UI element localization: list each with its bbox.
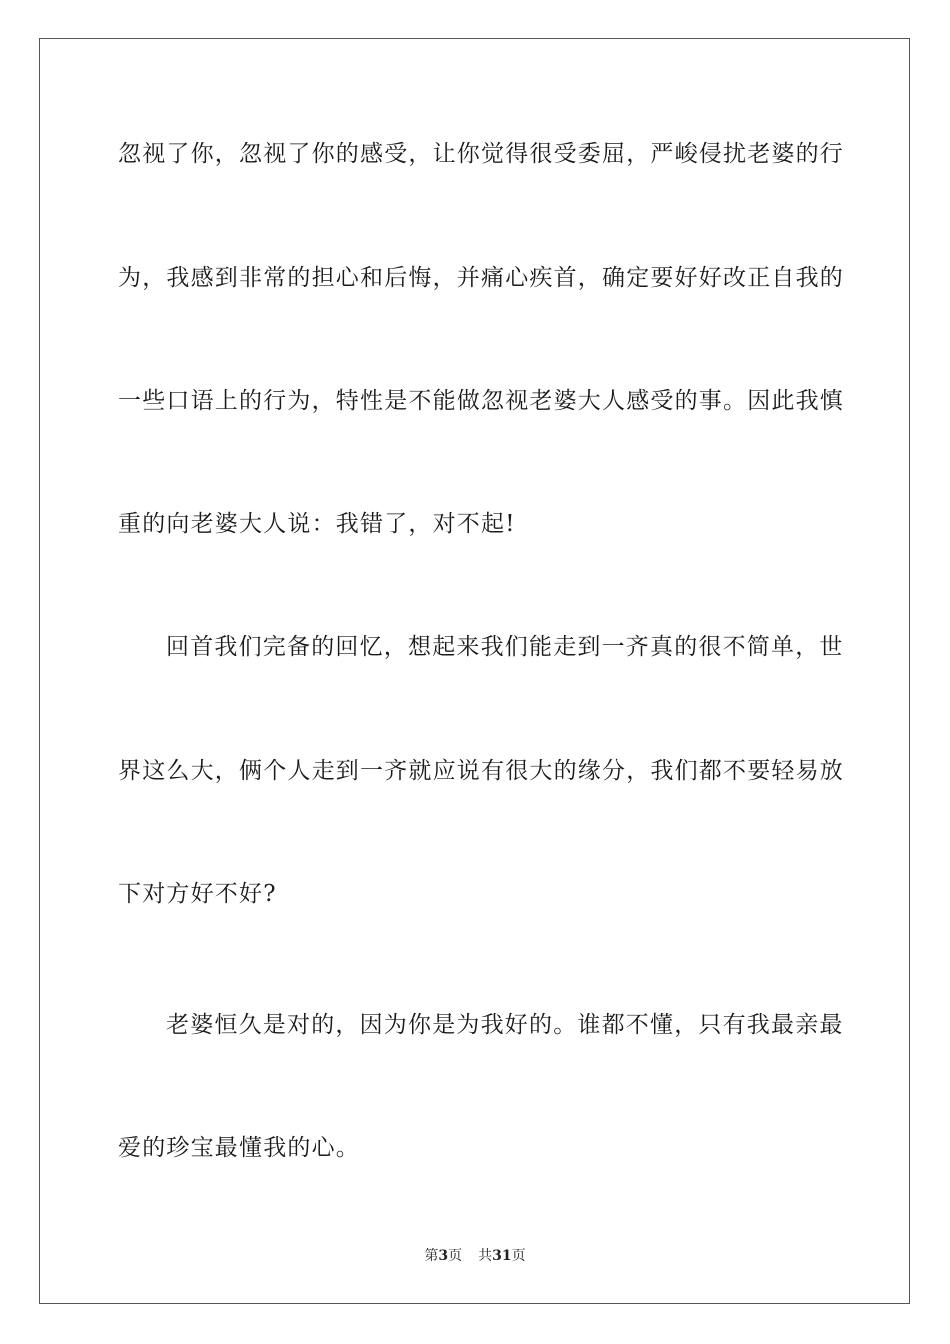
paragraph-line: 回首我们完备的回忆，想起来我们能走到一齐真的很不简单，世 [166,634,844,660]
paragraph-line: 忽视了你，忽视了你的感受，让你觉得很受委屈，严峻侵扰老婆的行 [118,141,844,167]
paragraph-line: 下对方好不好? [118,881,277,907]
total-pages: 31 [492,1248,512,1264]
paragraph-line: 一些口语上的行为，特性是不能做忽视老婆大人感受的事。因此我慎 [118,388,844,414]
paragraph-line: 界这么大，俩个人走到一齐就应说有很大的缘分，我们都不要轻易放 [118,758,844,784]
page-footer [0,1247,950,1265]
paragraph-line: 老婆恒久是对的，因为你是为我好的。谁都不懂，只有我最亲最 [166,1012,844,1038]
total-suffix: 页 [511,1248,526,1264]
page-suffix: 页 [448,1248,463,1264]
page-prefix: 第 [424,1248,439,1264]
paragraph-line: 为，我感到非常的担心和后悔，并痛心疾首，确定要好好改正自我的 [118,265,844,291]
paragraph-line: 爱的珍宝最懂我的心。 [118,1135,360,1161]
page-border [39,38,910,1304]
page-number: 3 [438,1248,449,1264]
total-prefix: 共 [478,1248,493,1264]
paragraph-line: 重的向老婆大人说：我错了，对不起! [118,511,516,537]
